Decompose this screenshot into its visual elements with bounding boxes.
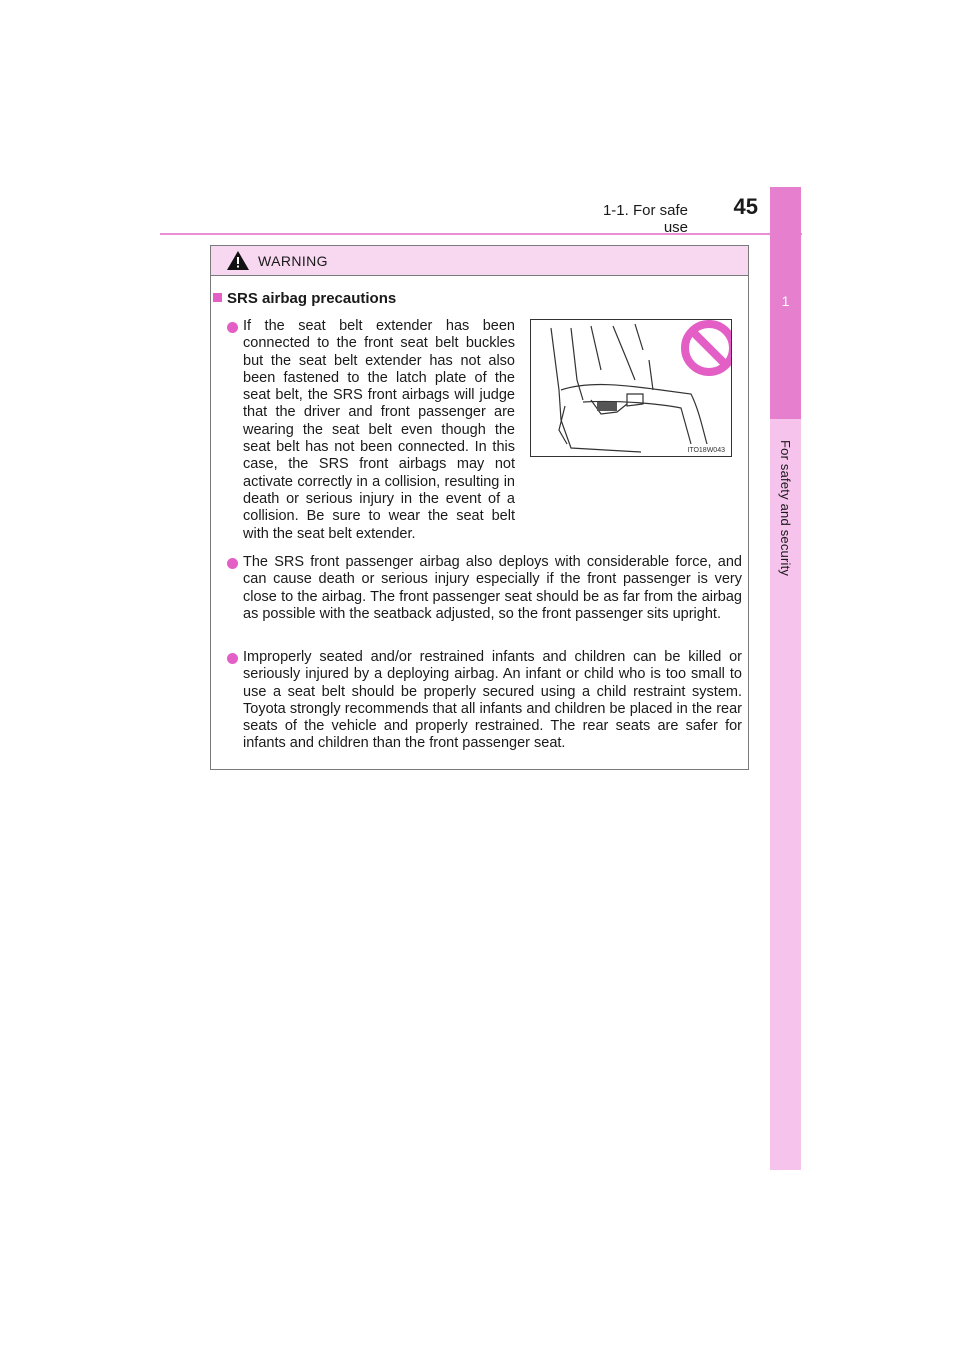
subheading-text: SRS airbag precautions xyxy=(227,290,397,307)
square-bullet-icon xyxy=(213,293,222,302)
round-bullet-icon xyxy=(227,653,238,664)
section-subheading xyxy=(213,290,396,307)
warning-box xyxy=(210,245,749,770)
bullet-item xyxy=(243,318,515,543)
bullet-item xyxy=(243,649,742,753)
warning-title: WARNING xyxy=(258,252,328,269)
warning-header xyxy=(211,246,748,276)
illustration-code: ITO18W043 xyxy=(687,447,725,454)
bullet-text: Improperly seated and/or restrained infants and children can be killed or seriously injured by a deploying airbag. An infant or child who is too small to use a seat belt should be properly secured using a child restraint system. Toyota strongly recommends that all infants and children be placed in the rear seats of the vehicle and properly restrained. The rear seats are safer for infants and children than the front passenger seat. xyxy=(243,649,742,752)
header-rule xyxy=(160,233,802,235)
seated-person-illustration xyxy=(531,320,731,456)
round-bullet-icon xyxy=(227,322,238,333)
round-bullet-icon xyxy=(227,558,238,569)
page-number: 45 xyxy=(733,194,758,219)
bullet-text: If the seat belt extender has been connected to the front seat belt buckles but the seat belt extender has not also been fastened to the latch plate of the seat belt, the SRS front airbags will judge that the driver and front passenger are wearing the seat belt even though the seat belt has not been connected. In this case, the SRS front airbags may not activate correctly in a collision, resulting in death or serious injury in the event of a collision. Be sure to wear the seat belt with the seat belt extender. xyxy=(243,318,515,542)
bullet-text: The SRS front passenger airbag also deploys with considerable force, and can cause death or serious injury especially if the front passenger is very close to the airbag. The front passenger seat should be as far from the airbag as possible with the seatback adjusted, so the front passenger sits upright. xyxy=(243,554,742,622)
chapter-title: For safety and security xyxy=(778,440,793,577)
seat-belt-illustration xyxy=(530,319,732,457)
warning-triangle-icon xyxy=(227,251,249,270)
section-label: 1-1. For safe use xyxy=(602,202,688,236)
bullet-item xyxy=(243,554,742,623)
chapter-number: 1 xyxy=(781,293,790,309)
